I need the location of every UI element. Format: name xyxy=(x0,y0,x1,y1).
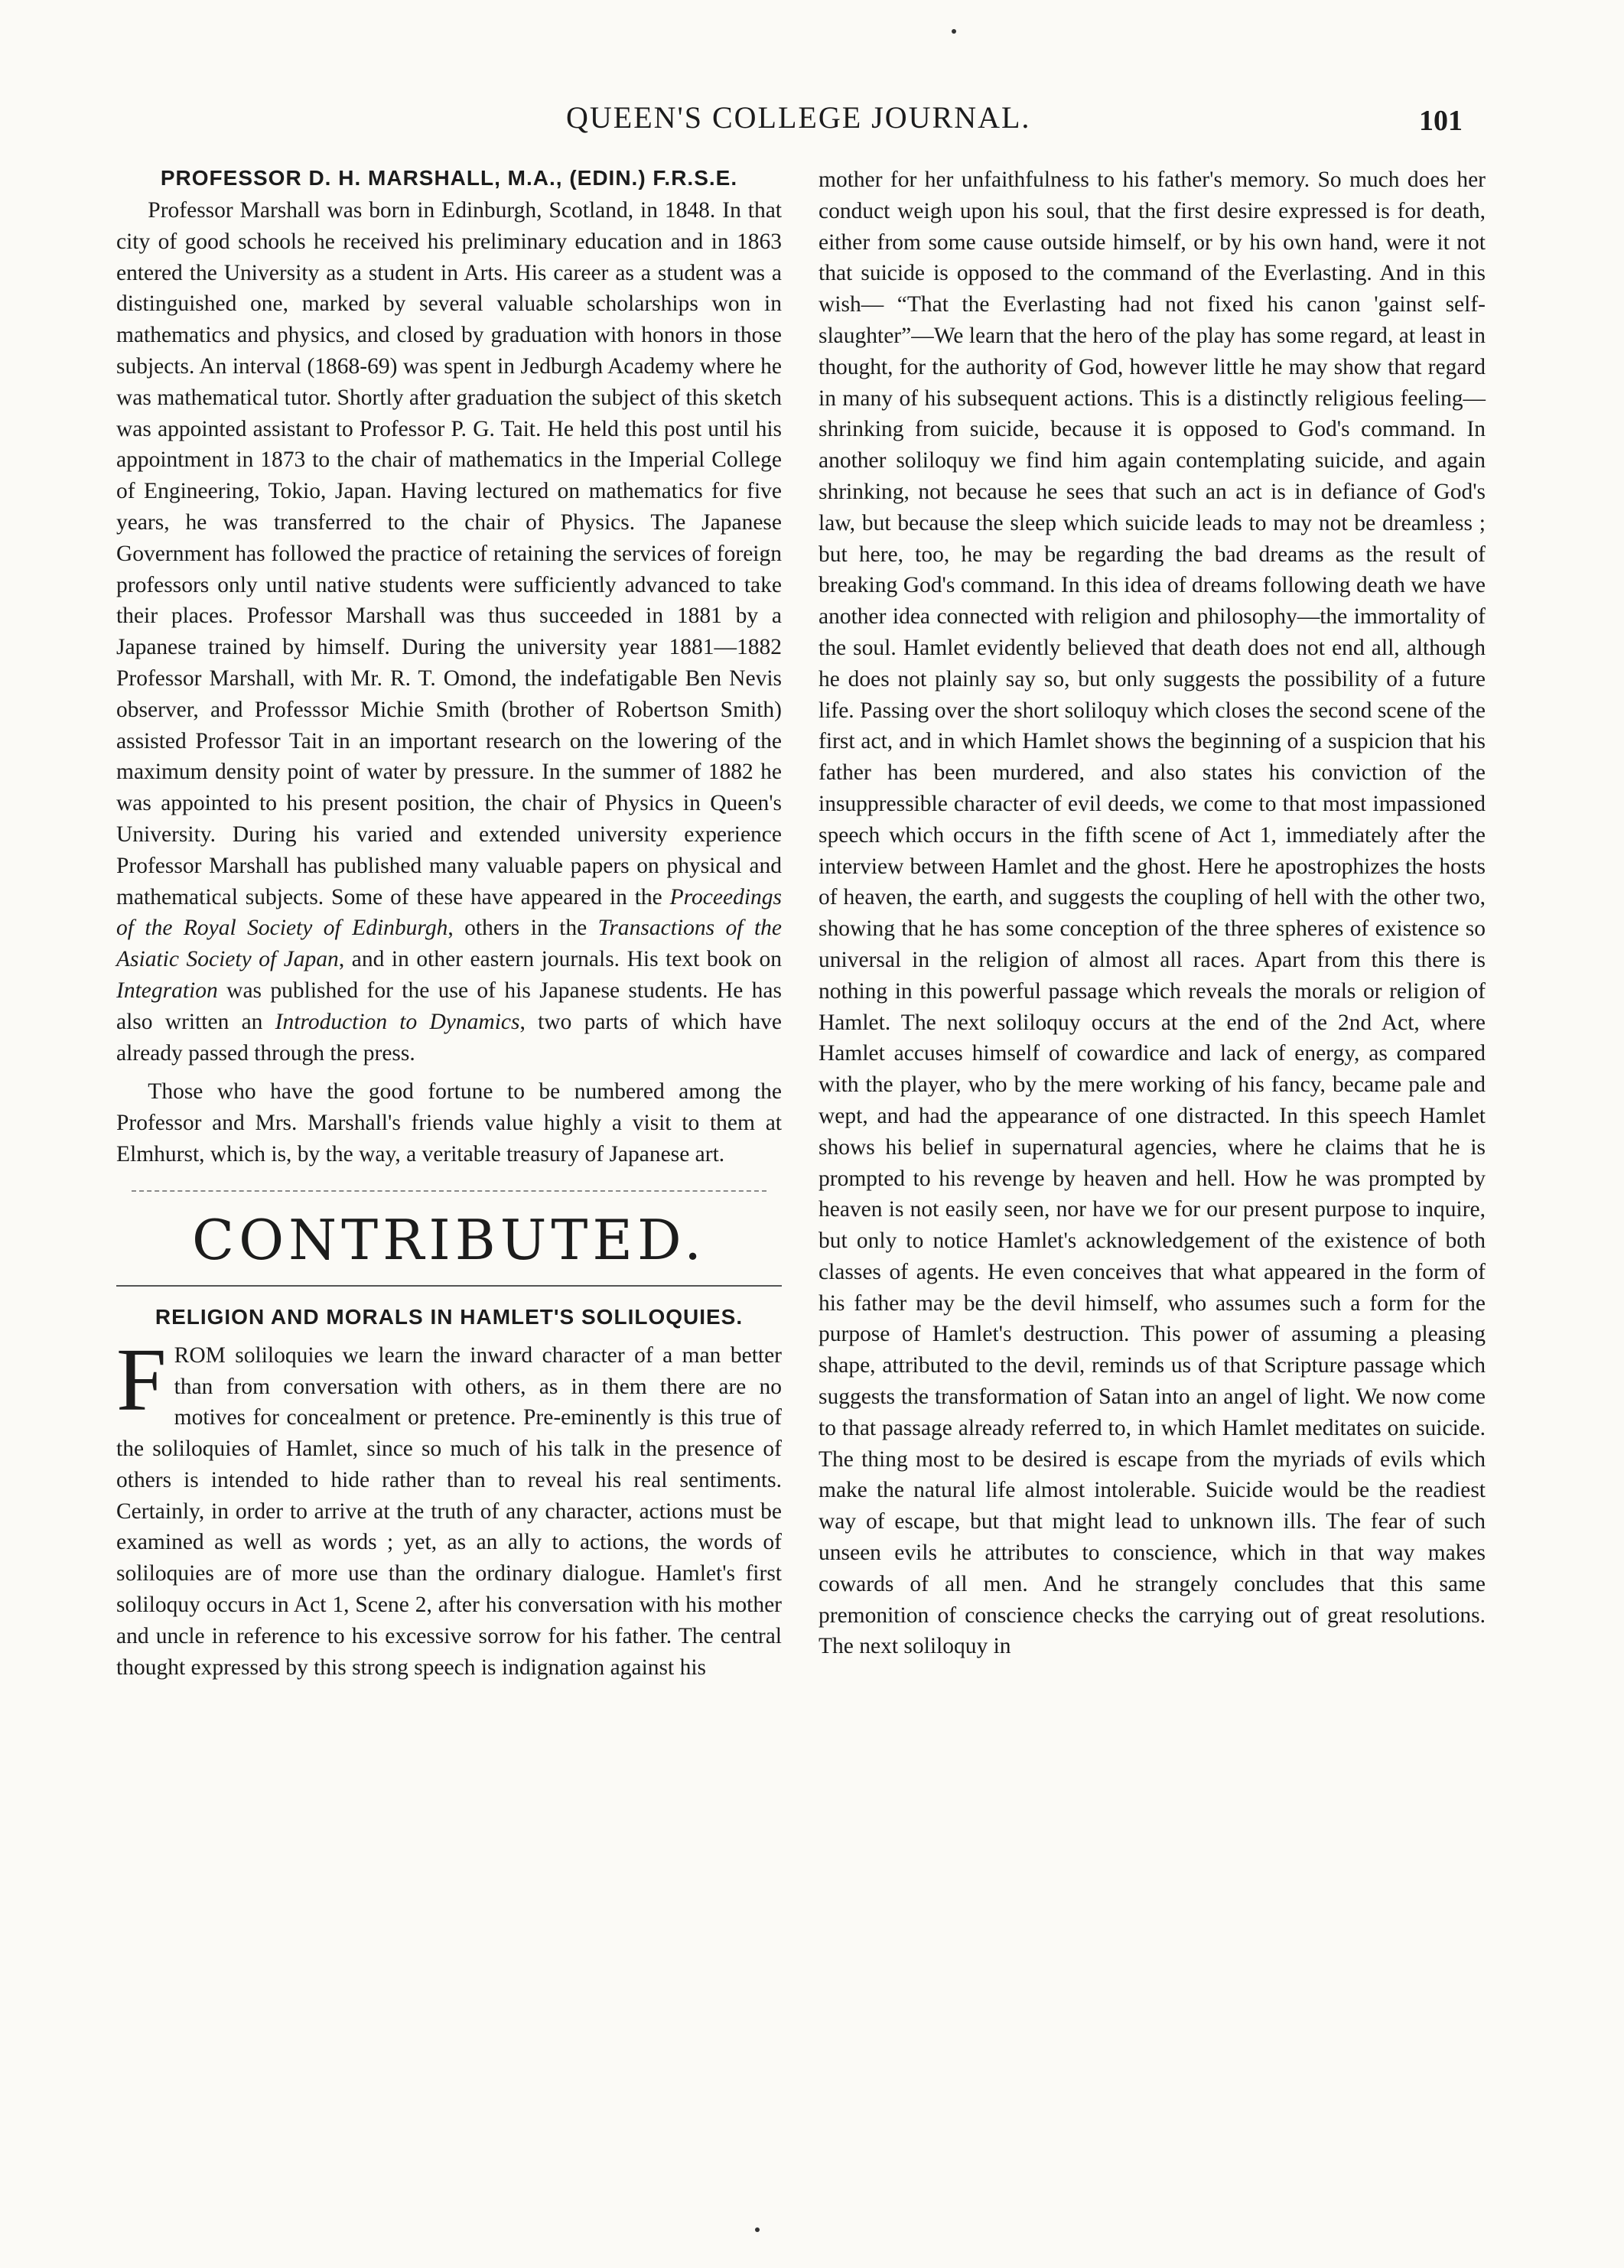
print-speck xyxy=(952,29,956,34)
bio-italic-dynamics: Introduction to Dynamics xyxy=(275,1009,520,1034)
bio-paragraph-1 xyxy=(116,195,782,1069)
print-speck xyxy=(755,2227,760,2232)
running-head xyxy=(0,99,1624,145)
left-column xyxy=(116,164,782,1683)
article-paragraph-1 xyxy=(116,1329,782,1684)
article-heading: RELIGION AND MORALS IN HAMLET'S SOLILOQUIES. xyxy=(155,1304,744,1329)
bio-text-c: , and in other eastern journals. His text book on xyxy=(338,947,782,972)
journal-title: QUEEN'S COLLEGE JOURNAL. xyxy=(566,100,1031,135)
bio-italic-transactions: Transactions of the Asiatic Society of Japan xyxy=(116,916,783,972)
bio-italic-proceedings: Proceedings of the Royal Society of Edinburgh xyxy=(116,884,783,941)
right-column xyxy=(819,164,1486,1662)
bio-text-a: Professor Marshall was born in Edinburgh, Scotland, in 1848. In that city of good schools he received his preliminary education and in 1863 entered the University as a student in Arts. His career as a student was a distinguished one, marked by several valuable scholarships won in mathematics and physics, and closed by graduation with honors in those subjects. An interval (1868-69) was spent in Jedburgh Academy where he was mathematical tutor. Shortly after graduation the subject of this sketch was appointed assistant to Professor P. G. Tait. He held this post until his appointment in 1873 to the chair of mathematics in the Imperial College of Engineering, Tokio, Japan. Having lectured on mathematics for five years, he was transferred to the chair of Physics. The Japanese Government has followed the practice of retaining the services of foreign professors only until native students were sufficiently advanced to take their places. Professor Marshall was thus succeeded in 1881 by a Japanese trained by himself. During the university year 1881—1882 Professor Marshall, with Mr. R. T. Omond, the indefatigable Ben Nevis observer, and Professsor Michie Smith (brother of Robertson Smith) assisted Professor Tait in an important research on the lowering of the maximum density point of water by pressure. In the summer of 1882 he was appointed to his present position, the chair of Physics in Queen's University. During his varied and extended university experience Professor Marshall has published many valuable papers on physical and mathematical subjects. Some of these have appeared in the xyxy=(116,198,782,909)
banner-rule xyxy=(116,1285,782,1287)
bio-text-e: , two parts of which have already passed through the press. xyxy=(116,1009,783,1066)
section-divider xyxy=(132,1190,766,1192)
bio-heading: PROFESSOR D. H. MARSHALL, M.A., (EDIN.) F.R.S.E. xyxy=(160,166,738,190)
bio-text-d: was published for the use of his Japanese students. He has also written an xyxy=(116,978,782,1034)
bio-text-b: , others in the xyxy=(447,916,587,941)
bio-paragraph-2: Those who have the good fortune to be numbered among the Professor and Mrs. Marshall's friends value highly a visit to them at Elmhurst, which is, by the way, a veritable treasury of Japanese art. xyxy=(116,1079,782,1167)
article-text: ROM soliloquies we learn the inward character of a man better than from conversation with others, as in them there are no motives for concealment or pretence. Pre-eminently is this true of the soliloquies of Hamlet, since so much of his talk in the presence of others is intended to hide rather than to reveal his real sentiments. Certainly, in order to arrive at the truth of any character, actions must be examined as well as words ; yet, as an ally to actions, the words of soliloquies are of more use than the ordinary dialogue. Hamlet's first soliloquy occurs in Act 1, Scene 2, after his conversation with his mother and uncle in reference to his excessive sorrow for his father. The central thought expressed by this strong speech is indignation against his xyxy=(116,1342,782,1680)
article-continuation: mother for her unfaithfulness to his father's memory. So much does her conduct weigh upon his soul, that the first desire expressed is for death, either from some cause outside himself, or by his own hand, were it not that suicide is opposed to the command of the Everlasting. And in this wish— “That the Everlasting had not fixed his canon 'gainst self-slaughter”—We learn that the hero of the play has some regard, at least in thought, for the authority of God, however little he may show that regard in many of his subsequent actions. This is a distinctly religious feeling—shrinking from suicide, because it is opposed to God's command. In another soliloquy we find him again contemplating suicide, and again shrinking, not because he sees that such an act is in defiance of God's law, but because the sleep which suicide leads to may not be dreamless ; but here, too, he may be regarding the bad dreams as the result of breaking God's command. In this idea of dreams following death we have another idea connected with religion and philosophy—the immortality of the soul. Hamlet evidently believed that death does not end all, although he does not plainly say so, but only suggests the possibility of a future life. Passing over the short soliloquy which closes the second scene of the first act, and in which Hamlet shows the beginning of a suspicion that his father has been murdered, and also states his conviction of the insuppressible character of evil deeds, we come to that most impassioned speech which occurs in the fifth scene of Act 1, immediately after the interview between Hamlet and the ghost. Here he apostrophizes the hosts of heaven, the earth, and suggests the coupling of hell with the other two, showing that he has some conception of the three spheres of existence so universal in the religion of almost all races. Apart from this there is nothing in this powerful passage which reveals the morals or religion of Hamlet. The next soliloquy occurs at the end of the 2nd Act, where Hamlet accuses himself of cowardice and lack of energy, as compared with the player, who by the mere working of his fancy, became pale and wept, and had the appearance of one distracted. In this speech Hamlet shows his belief in supernatural agencies, where he claims that he is prompted to his revenge by heaven and hell. How he was prompted by heaven is not easily seen, nor have we for our present purpose to inquire, but only to notice Hamlet's acknowledgement of the existence of both classes of agents. He even conceives that what appeared in the form of his father may be the devil himself, who assumes such a form for the purpose of Hamlet's destruction. This power of assuming a pleasing shape, attributed to the devil, reminds us of that Scripture passage which suggests the transformation of Satan into an angel of light. We now come to that passage already referred to, in which Hamlet meditates on suicide. The thing most to be desired is escape from the myriads of evils which make the natural life almost intolerable. Suicide would be the readiest way of escape, but that might lead to unknown ills. The fear of such unseen evils he attributes to conscience, which in that way makes cowards of all men. And he strangely concludes that this same premonition of conscience checks the carrying out of great resolutions. The next soliloquy in xyxy=(819,168,1486,1659)
section-banner: CONTRIBUTED. xyxy=(191,1207,706,1272)
page-number: 101 xyxy=(1419,105,1463,137)
bio-italic-integration: Integration xyxy=(116,978,218,1003)
drop-cap: F xyxy=(116,1329,167,1430)
